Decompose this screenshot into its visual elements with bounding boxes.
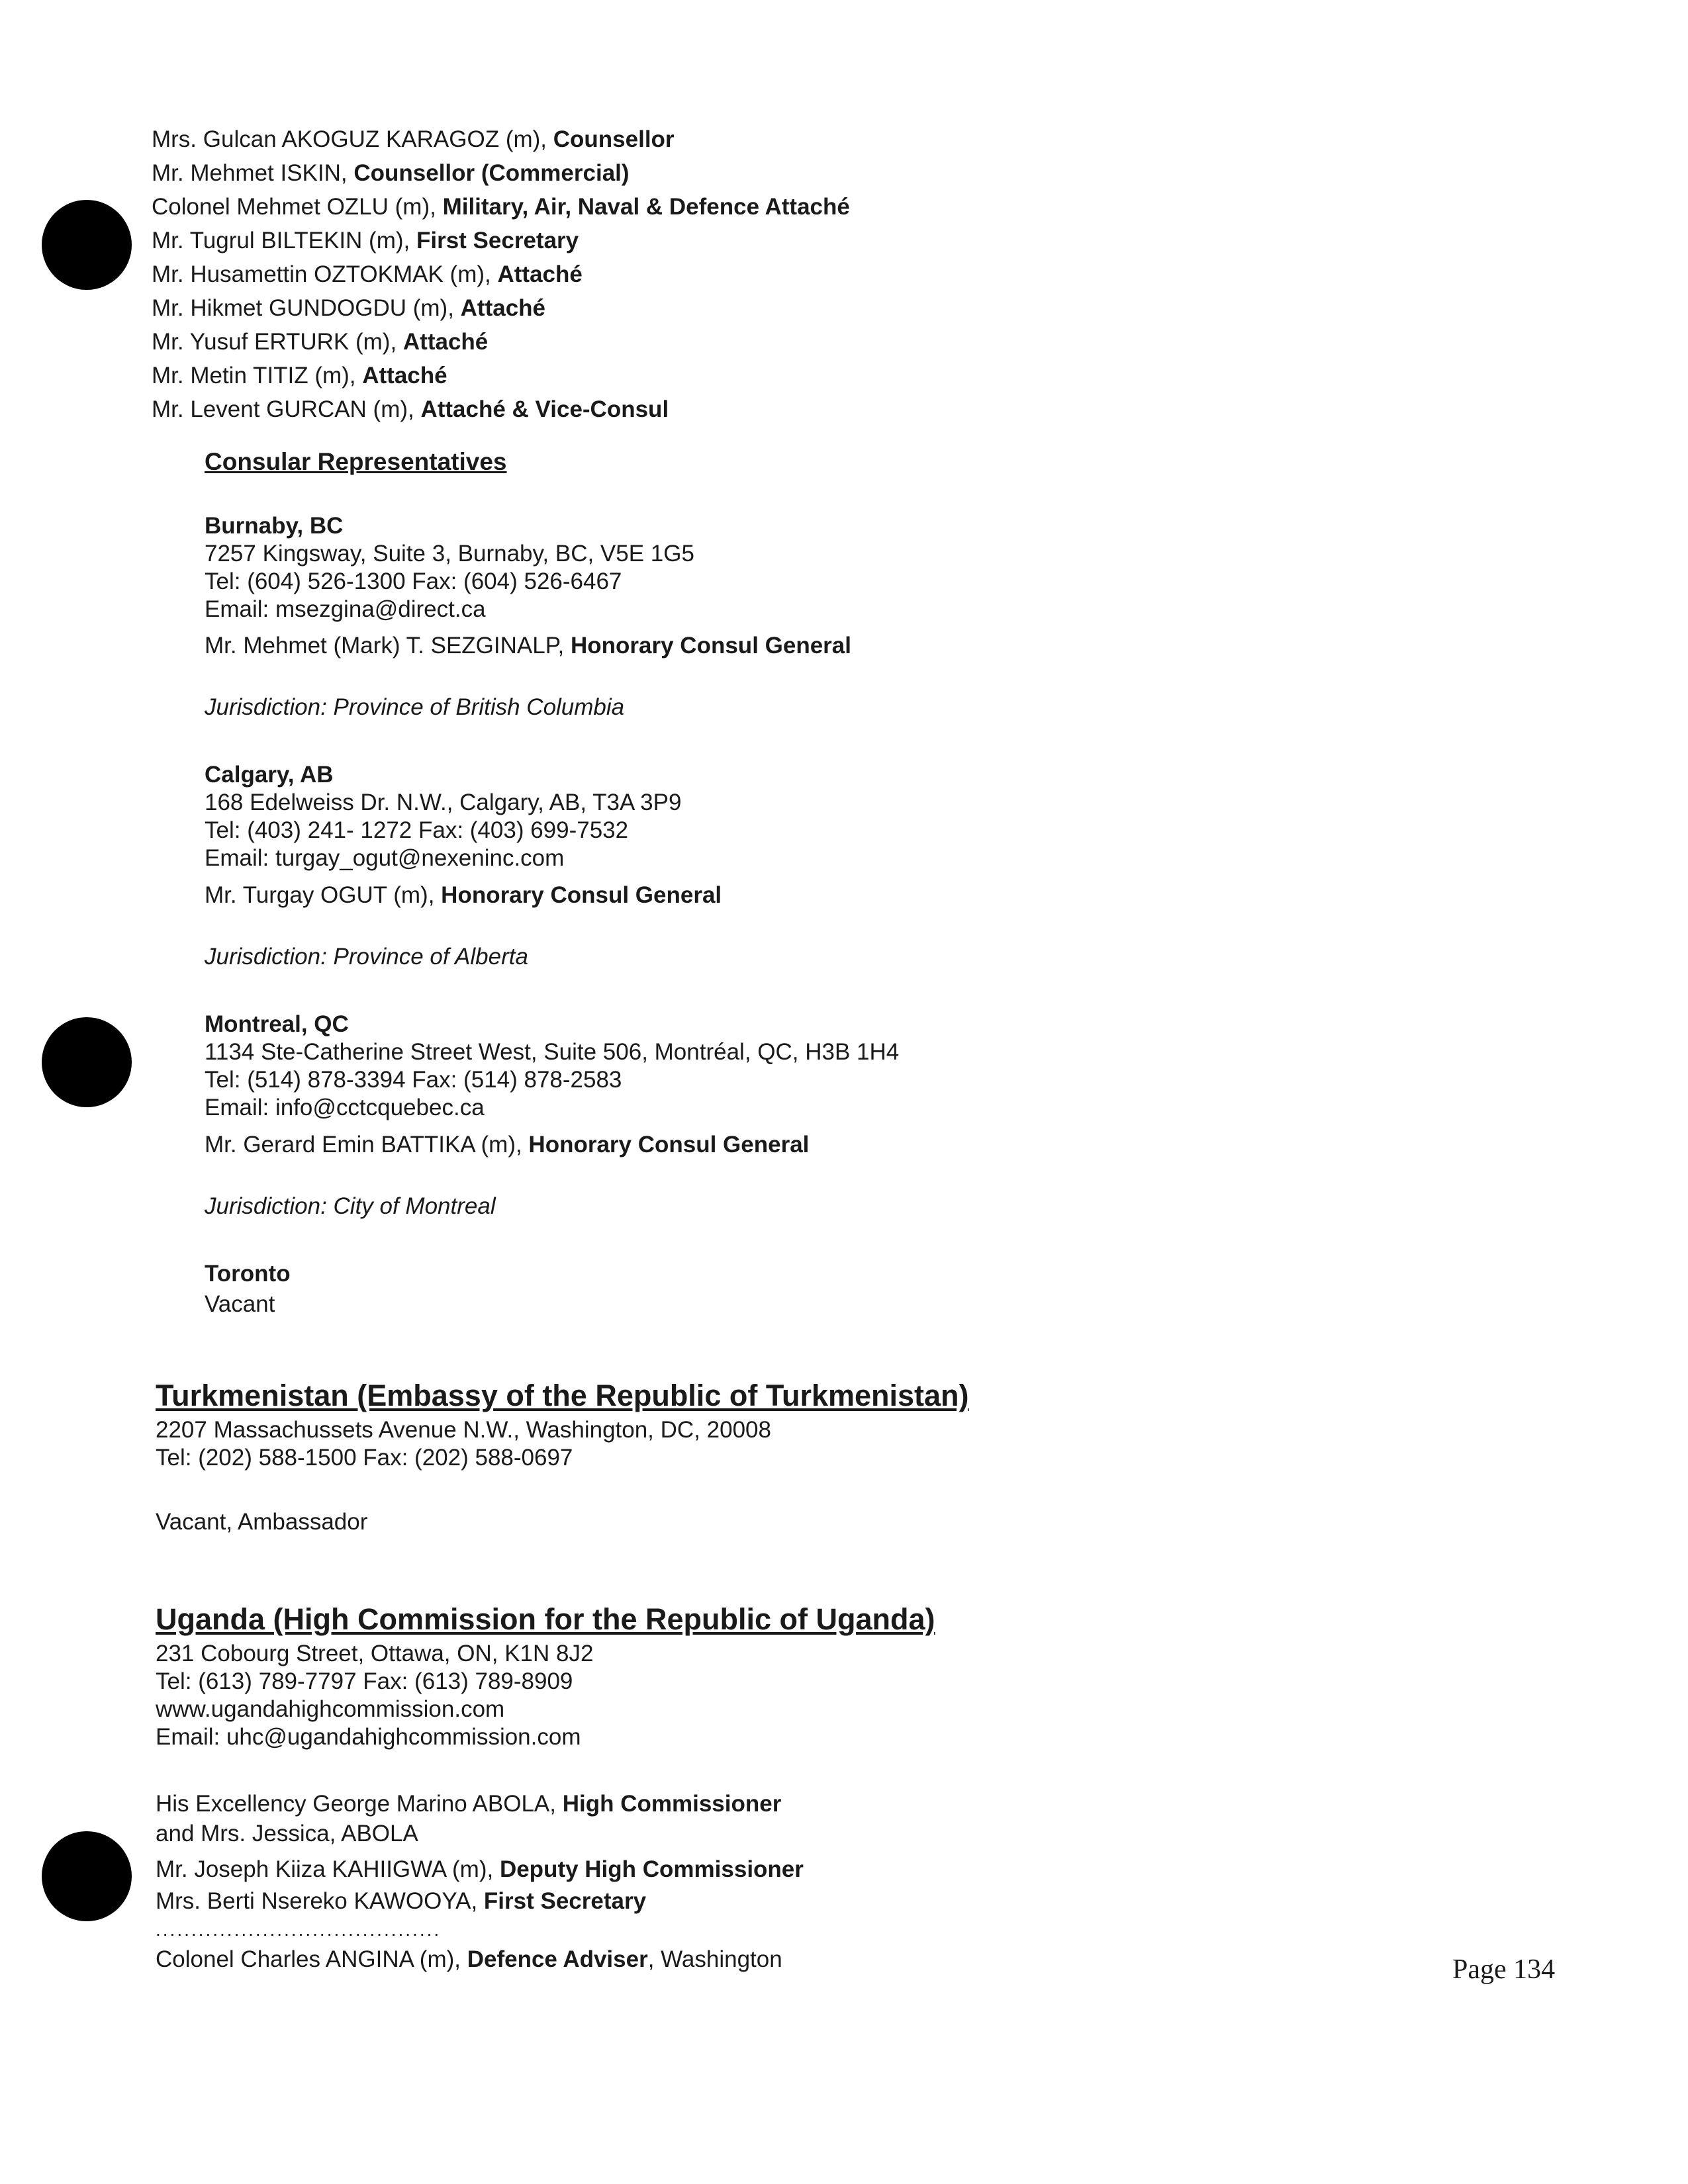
staff-line: Mrs. Gulcan AKOGUZ KARAGOZ (m), Counsellor bbox=[152, 126, 675, 152]
office-jurisdiction: Jurisdiction: Province of British Columbia bbox=[205, 694, 625, 720]
binder-hole-top bbox=[42, 200, 132, 290]
uganda-section bbox=[156, 1602, 1281, 1999]
office-person: Mr. Gerard Emin BATTIKA (m), Honorary Consul General bbox=[205, 1132, 810, 1158]
office-jurisdiction: Jurisdiction: Province of Alberta bbox=[205, 944, 528, 970]
office-address: 7257 Kingsway, Suite 3, Burnaby, BC, V5E 1G5 bbox=[205, 541, 694, 567]
commission-tel: Tel: (613) 789-7797 Fax: (613) 789-8909 bbox=[156, 1668, 573, 1694]
office-address: 168 Edelweiss Dr. N.W., Calgary, AB, T3A 3P9 bbox=[205, 790, 682, 815]
staff-line: Colonel Mehmet OZLU (m), Military, Air, Naval & Defence Attaché bbox=[152, 194, 850, 220]
country-heading: Uganda (High Commission for the Republic of Uganda) bbox=[156, 1602, 935, 1636]
staff-line: Mr. Joseph Kiiza KAHIIGWA (m), Deputy High Commissioner bbox=[156, 1856, 804, 1882]
staff-line: Mr. Levent GURCAN (m), Attaché & Vice-Consul bbox=[152, 396, 669, 422]
office-email: Email: info@cctcquebec.ca bbox=[205, 1095, 485, 1120]
binder-hole-bottom bbox=[42, 1831, 132, 1921]
staff-line: Mr. Husamettin OZTOKMAK (m), Attaché bbox=[152, 261, 583, 287]
commission-website: www.ugandahighcommission.com bbox=[156, 1696, 505, 1722]
commission-email: Email: uhc@ugandahighcommission.com bbox=[156, 1724, 581, 1750]
office-person: Mr. Mehmet (Mark) T. SEZGINALP, Honorary Consul General bbox=[205, 633, 851, 659]
staff-line: His Excellency George Marino ABOLA, High Commissioner bbox=[156, 1791, 782, 1817]
office-email: Email: msezgina@direct.ca bbox=[205, 596, 486, 622]
staff-line: Colonel Charles ANGINA (m), Defence Adviser, Washington bbox=[156, 1946, 782, 1972]
country-heading: Turkmenistan (Embassy of the Republic of Turkmenistan) bbox=[156, 1379, 969, 1412]
office-status: Vacant bbox=[205, 1291, 275, 1317]
office-tel: Tel: (403) 241- 1272 Fax: (403) 699-7532 bbox=[205, 817, 629, 843]
office-tel: Tel: (604) 526-1300 Fax: (604) 526-6467 bbox=[205, 569, 622, 594]
office-jurisdiction: Jurisdiction: City of Montreal bbox=[205, 1193, 496, 1219]
binder-hole-middle bbox=[42, 1017, 132, 1107]
office-address: 1134 Ste-Catherine Street West, Suite 506, Montréal, QC, H3B 1H4 bbox=[205, 1039, 900, 1065]
turkmenistan-section bbox=[156, 1378, 1281, 1550]
office-email: Email: turgay_ogut@nexeninc.com bbox=[205, 845, 565, 871]
staff-line: Mr. Tugrul BILTEKIN (m), First Secretary bbox=[152, 228, 579, 253]
consular-section bbox=[205, 448, 1264, 1328]
staff-list-top bbox=[152, 126, 1145, 430]
page-number: Page 134 bbox=[1452, 1954, 1556, 1985]
commission-address: 231 Cobourg Street, Ottawa, ON, K1N 8J2 bbox=[156, 1641, 594, 1666]
office-person: Mr. Turgay OGUT (m), Honorary Consul General bbox=[205, 882, 722, 908]
staff-line: Mr. Yusuf ERTURK (m), Attaché bbox=[152, 329, 489, 355]
staff-line: Mrs. Berti Nsereko KAWOOYA, First Secretary bbox=[156, 1888, 647, 1914]
office-city: Calgary, AB bbox=[205, 762, 334, 788]
office-tel: Tel: (514) 878-3394 Fax: (514) 878-2583 bbox=[205, 1067, 622, 1093]
embassy-tel: Tel: (202) 588-1500 Fax: (202) 588-0697 bbox=[156, 1445, 573, 1471]
office-city: Burnaby, BC bbox=[205, 513, 344, 539]
consular-heading: Consular Representatives bbox=[205, 448, 507, 475]
staff-line: Mr. Mehmet ISKIN, Counsellor (Commercial) bbox=[152, 160, 630, 186]
office-city: Montreal, QC bbox=[205, 1011, 349, 1037]
staff-line: and Mrs. Jessica, ABOLA bbox=[156, 1821, 418, 1846]
staff-line: Mr. Hikmet GUNDOGDU (m), Attaché bbox=[152, 295, 546, 321]
dotted-separator: ........................................ bbox=[156, 1919, 442, 1940]
office-city: Toronto bbox=[205, 1261, 291, 1287]
staff-line: Mr. Metin TITIZ (m), Attaché bbox=[152, 363, 447, 388]
ambassador-line: Vacant, Ambassador bbox=[156, 1509, 368, 1535]
embassy-address: 2207 Massachussets Avenue N.W., Washington, DC, 20008 bbox=[156, 1417, 771, 1443]
